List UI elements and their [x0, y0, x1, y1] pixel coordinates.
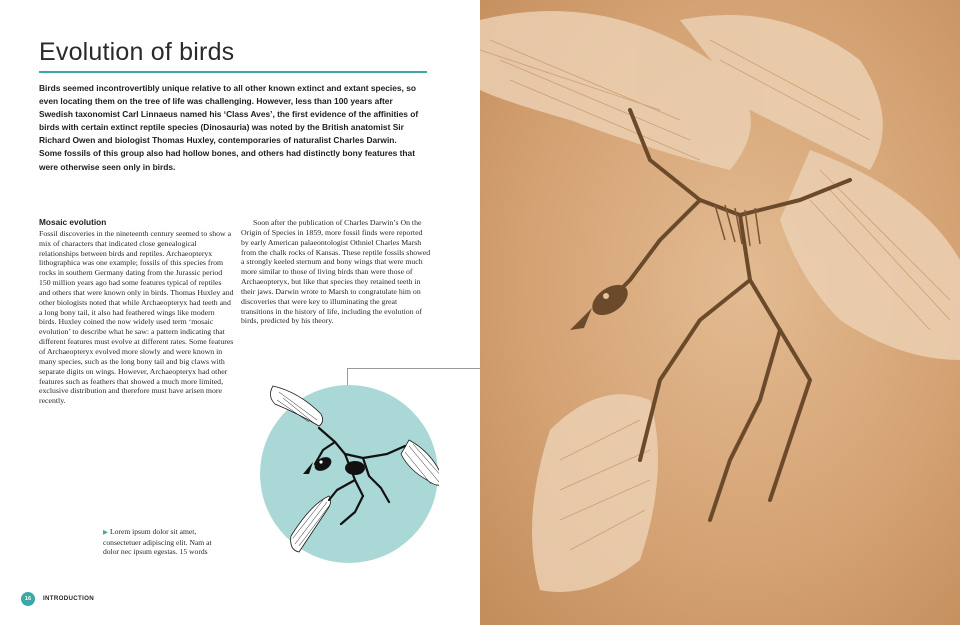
figure-caption: [103, 527, 218, 557]
section-label: INTRODUCTION: [43, 595, 95, 602]
column1-body: Fossil discoveries in the nineteenth century seemed to show a mix of characters that indicated close genealogical relationships between birds and reptiles. Archaeopteryx lithographica was one example; fossils of this species from rocks in southern Germany dating from the Jurassic period 150 million years ago had some features typical of reptiles and others that were known only in birds. Thomas Huxley and other biologists noted that while Archaeopteryx had teeth and a long bony tail, it also had feathered wings like modern birds. Huxley coined the now widely used term ‘mosaic evolution’ to describe what he saw: a pattern indicating that different features must evolve at different rates. Some features of Archaeopteryx evolved more slowly and were known in many species, such as the long bony tail and big claws with separate digits on wings. However, Archaeopteryx had other features such as feathers that showed a much more limited, exclusive distribution and therefore must have arisen more recently.: [39, 228, 234, 406]
fossil-photograph: [480, 0, 960, 625]
column-mosaic-evolution: [39, 218, 234, 406]
caption-text: Lorem ipsum dolor sit amet, consectetuer adipiscing elit. Nam at dolor nec ipsum egestas. 15 words: [103, 527, 212, 557]
title-rule: [39, 71, 427, 73]
callout-line: [347, 368, 480, 369]
page-title: Evolution of birds: [39, 38, 235, 66]
column2-body: Soon after the publication of Charles Darwin’s On the Origin of Species in 1859, more fossil finds were reported by early American palaeontologist Othniel Charles Marsh from the chalk rocks of Kansas. These reptile fossils showed a strongly keeled sternum and bony wings that were much more similar to those of living birds than were those of Archaeopteryx, but like that species they retained teeth in their jaws. Darwin wrote to Marsh to congratulate him on discoveries that were key to illuminating the great transitions in the history of life, including the evolution of birds, predicted by his theory.: [241, 218, 431, 326]
page-number: 16: [21, 592, 35, 606]
archaeopteryx-skeleton-icon: [259, 384, 439, 564]
intro-paragraph: Birds seemed incontrovertibly unique relative to all other known extinct and extant species, so even locating them on the tree of life was challenging. However, less than 100 years after Swedish taxonomist Carl Linnaeus named his ‘Class Aves’, the first evidence of the affinities of birds with certain extinct reptile species (Dinosauria) was noted by the British anatomist Sir Richard Owen and biologist Thomas Huxley, contemporaries of naturalist Charles Darwin. Some fossils of this group also had hollow bones, and others had distinctly bony features that were otherwise seen only in birds.: [39, 83, 419, 172]
archaeopteryx-illustration: [259, 384, 439, 564]
column-two: [241, 218, 431, 326]
section-heading: Mosaic evolution: [39, 217, 107, 227]
archaeopteryx-fossil-icon: [480, 0, 960, 625]
right-triangle-icon: ▶: [103, 529, 108, 536]
